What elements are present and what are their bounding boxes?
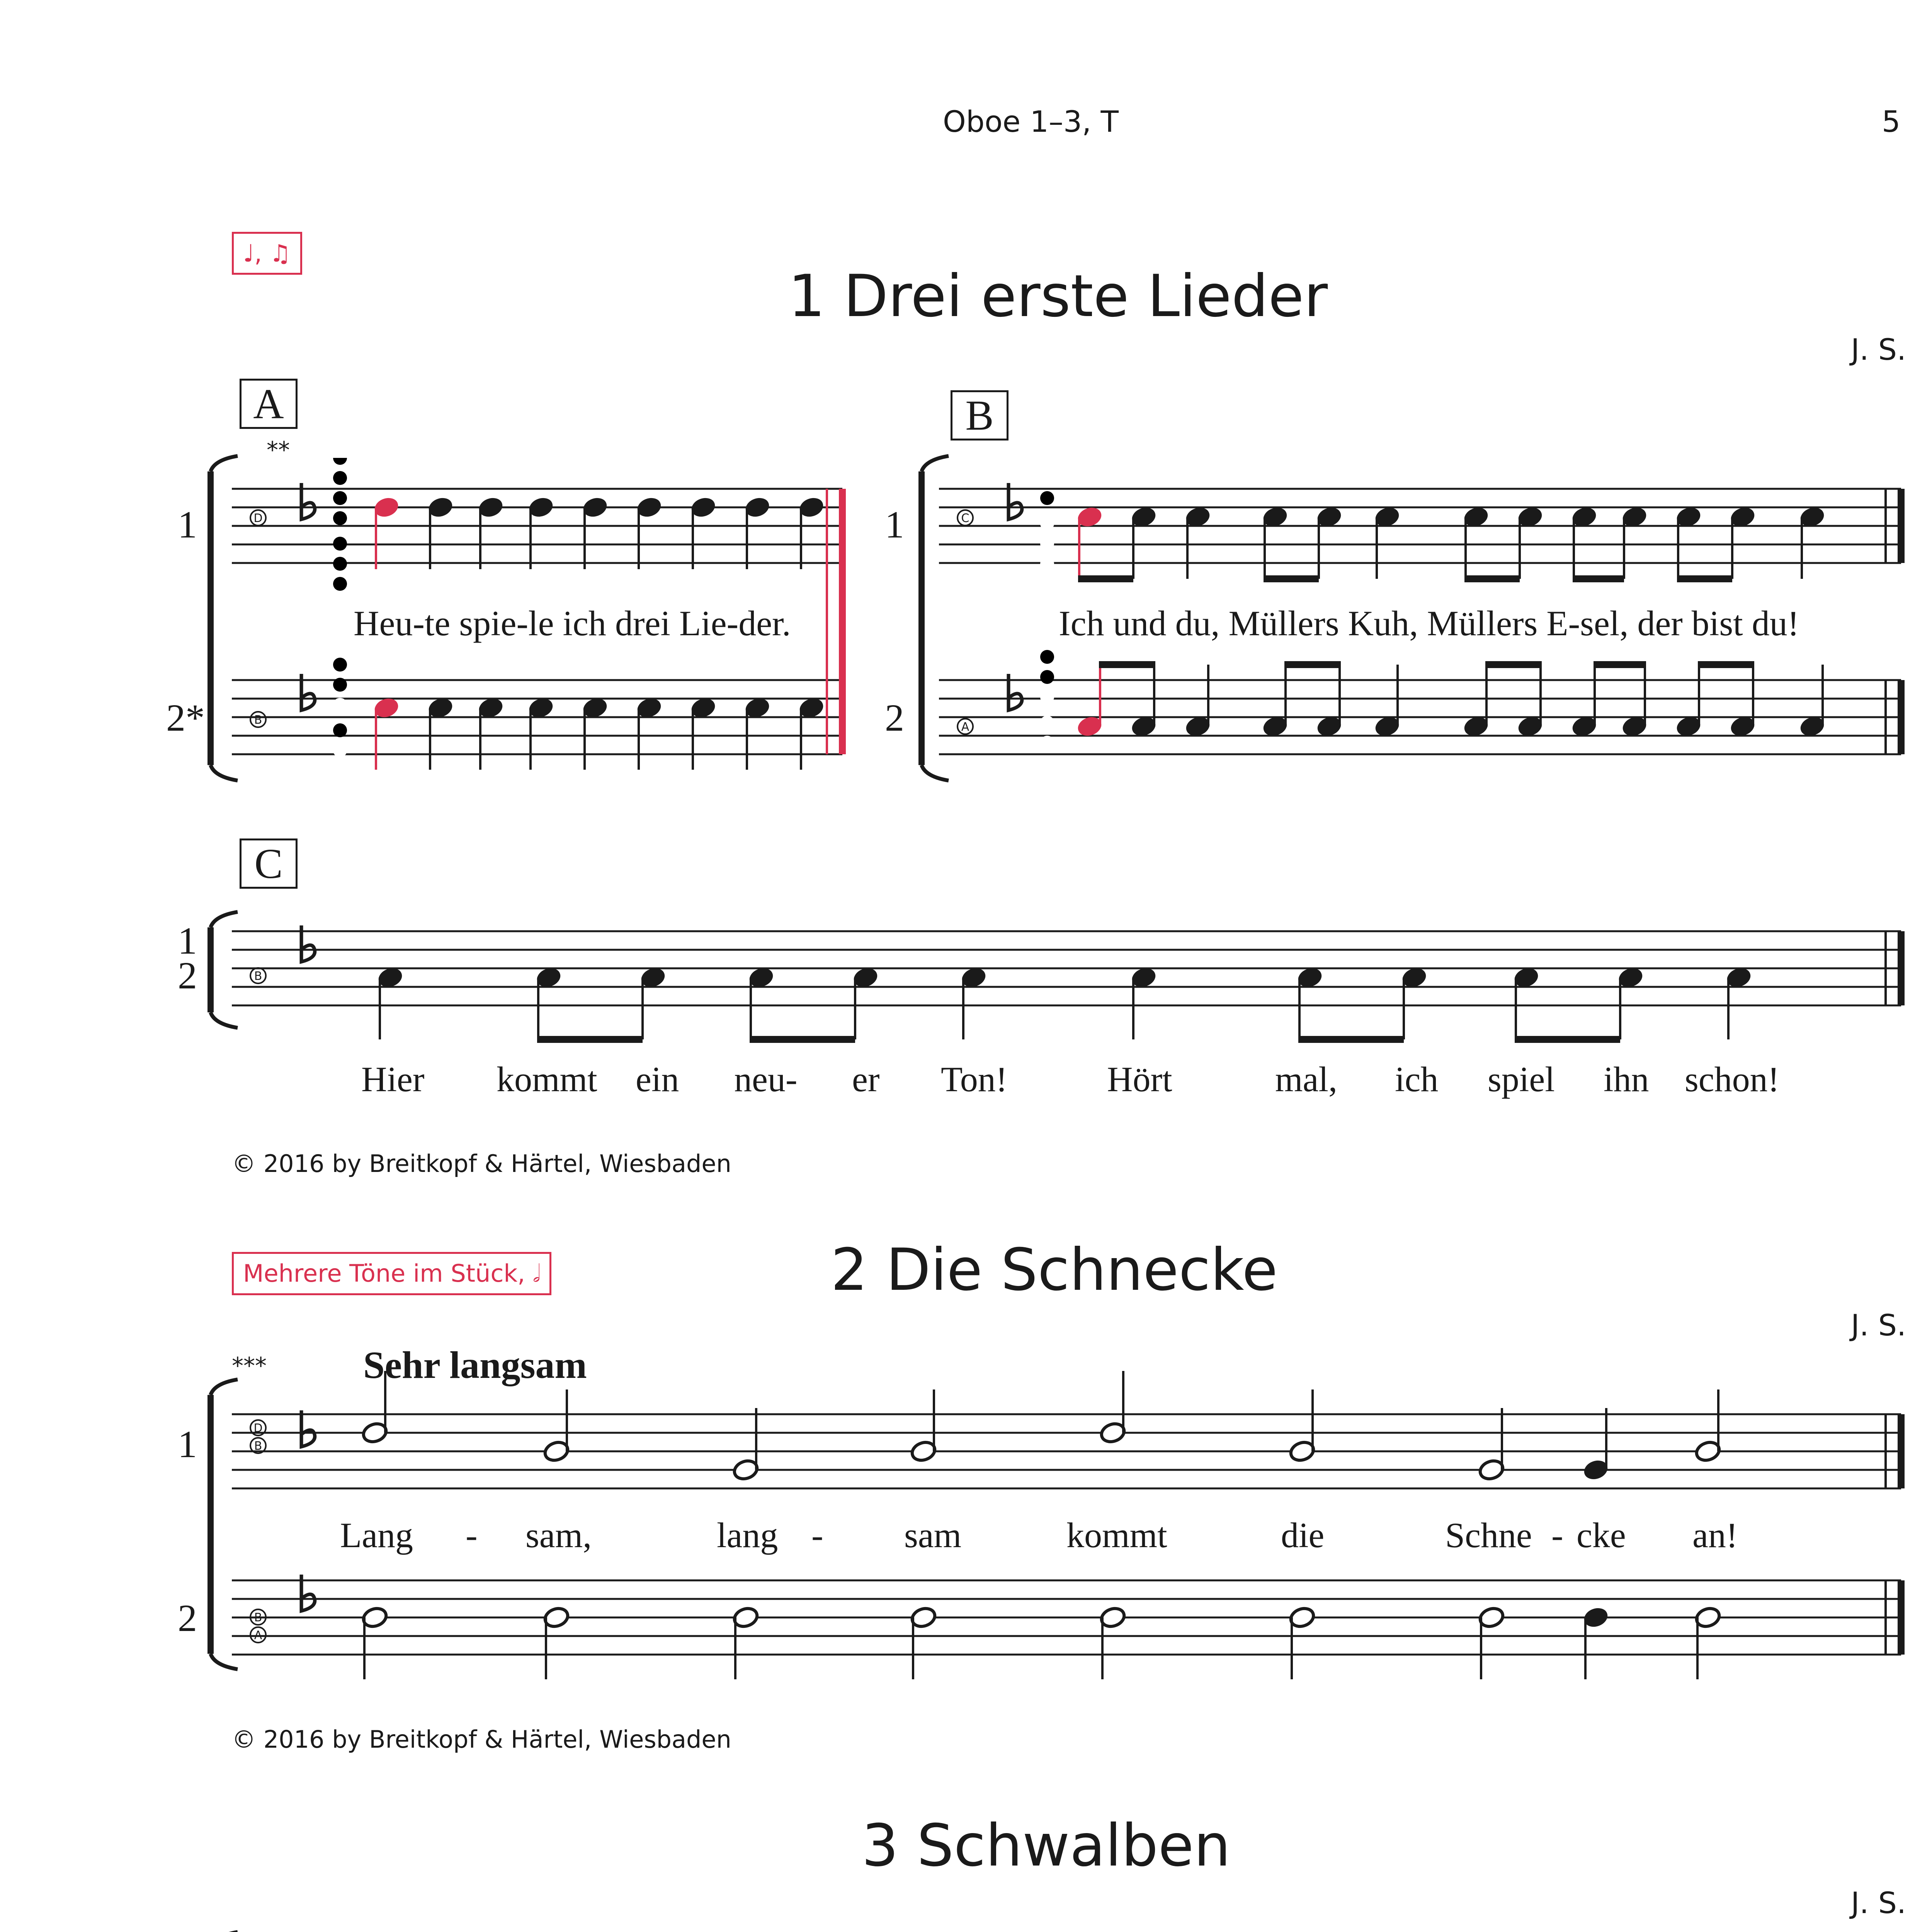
register-letter: B	[254, 1611, 262, 1624]
section-label-a: A	[240, 379, 298, 429]
voice-label-c1: 1	[178, 919, 197, 962]
fingering-key-open	[1040, 736, 1054, 750]
piece-title-1: 1 Drei erste Lieder	[788, 263, 1328, 330]
lyric-word: kommt	[497, 1060, 597, 1099]
beam	[537, 1036, 643, 1043]
lyric-word: -	[466, 1515, 478, 1555]
fingering-key-open	[1040, 471, 1054, 485]
flat-sign	[301, 1410, 315, 1447]
fingering-key-open	[333, 764, 347, 777]
section-label-b: B	[951, 390, 1009, 440]
beam	[1264, 575, 1319, 582]
lyric-word: sam	[904, 1515, 962, 1555]
section-label-c: C	[240, 838, 298, 889]
register-letter: C	[961, 512, 969, 525]
voice-label-c2: 2	[178, 954, 197, 997]
register-letter: B	[254, 713, 262, 727]
tempo-marking: Sehr langsam	[363, 1344, 587, 1386]
lyric-word: spiel	[1488, 1060, 1555, 1099]
footnote-marker-double: **	[267, 437, 290, 464]
fingering-key-open	[1040, 756, 1054, 770]
footnote-marker-triple: ***	[232, 1352, 267, 1379]
fingering-key-closed	[333, 471, 347, 485]
lyric-word: ich	[1395, 1060, 1439, 1099]
register-letter: D	[253, 1422, 263, 1435]
lyric-word: ihn	[1604, 1060, 1649, 1099]
beam	[1078, 575, 1133, 582]
register-letter: D	[253, 512, 263, 525]
beam	[1573, 575, 1624, 582]
fingering-key-open	[1040, 690, 1054, 704]
composer-1: J. S.	[1851, 332, 1906, 367]
hint-box-tones: Mehrere Töne im Stück, 𝅗𝅥	[232, 1252, 551, 1295]
fingering-key-open	[1040, 451, 1054, 465]
fingering-key-open	[333, 784, 347, 798]
fingering-key-closed	[333, 723, 347, 737]
lyric-word: Lang	[340, 1515, 413, 1555]
beam	[750, 1036, 855, 1043]
voice-label-2-1: 1	[178, 1423, 197, 1466]
lyrics-section-b: Ich und du, Müllers Kuh, Müllers E-sel, der bist du!	[1059, 604, 1799, 643]
lyric-word: an!	[1692, 1515, 1738, 1555]
lyric-word: Ton!	[941, 1060, 1008, 1099]
register-letter: B	[254, 1439, 262, 1453]
piece-title-3: 3 Schwalben	[862, 1812, 1231, 1879]
lyric-word: schon!	[1685, 1060, 1780, 1099]
fingering-key-closed	[1040, 670, 1054, 684]
lyric-word: sam,	[526, 1515, 592, 1555]
copyright-piece-2: © 2016 by Breitkopf & Härtel, Wiesbaden	[232, 1725, 731, 1753]
bracket-hook	[211, 765, 238, 781]
fingering-key-open	[333, 743, 347, 757]
fingering-key-open	[1040, 776, 1054, 790]
fingering-key-open	[1040, 577, 1054, 591]
lyric-word: ein	[636, 1060, 679, 1099]
copyright-piece-1: © 2016 by Breitkopf & Härtel, Wiesbaden	[232, 1150, 731, 1178]
lyrics-section-a: Heu-te spie-le ich drei Lie-der.	[354, 604, 791, 643]
voice-label-b2: 2	[885, 696, 904, 739]
bracket-hook	[211, 1012, 238, 1028]
register-letter: A	[254, 1629, 262, 1642]
lyric-word: er	[852, 1060, 880, 1099]
fingering-key-closed	[1040, 491, 1054, 505]
lyric-word: -	[811, 1515, 823, 1555]
voice-label-a2: 2*	[166, 696, 205, 739]
fingering-key-closed	[333, 577, 347, 591]
register-letter: B	[254, 969, 262, 983]
voice-label-a1: 1	[178, 503, 197, 546]
fingering-key-closed	[333, 678, 347, 692]
register-letter: A	[961, 720, 969, 734]
lyric-word: die	[1281, 1515, 1325, 1555]
beam	[1099, 661, 1155, 668]
header-instrument: Oboe 1–3, T	[943, 104, 1119, 139]
lyric-word: cke	[1577, 1515, 1626, 1555]
fingering-key-half-fill	[333, 458, 347, 465]
fingering-key-open	[1040, 517, 1054, 531]
beam	[1677, 575, 1732, 582]
fingering-key-open	[1040, 716, 1054, 730]
beam	[1284, 661, 1341, 668]
lyric-word: lang	[717, 1515, 778, 1555]
fingering-key-closed	[333, 511, 347, 525]
voice-label-2-2: 2	[178, 1597, 197, 1639]
fingering-key-open	[1040, 557, 1054, 571]
voice-label-b1: 1	[885, 503, 904, 546]
fingering-key-closed	[333, 557, 347, 571]
beam	[1515, 1036, 1620, 1043]
piece-title-2: 2 Die Schnecke	[831, 1236, 1278, 1304]
beam	[1298, 1036, 1404, 1043]
bracket-hook	[211, 1379, 238, 1395]
composer-2: J. S.	[1851, 1308, 1906, 1342]
fingering-key-open	[1040, 537, 1054, 551]
lyric-word: neu-	[734, 1060, 798, 1099]
composer-3: J. S.	[1851, 1886, 1906, 1920]
fingering-key-closed	[333, 658, 347, 672]
page-number: 5	[1882, 104, 1901, 139]
lyric-word: Schne	[1445, 1515, 1532, 1555]
lyric-word: Hier	[361, 1060, 425, 1099]
beam	[1485, 661, 1542, 668]
beam	[1464, 575, 1520, 582]
bracket-hook	[922, 765, 949, 781]
bracket-hook	[211, 456, 238, 471]
lyric-word: Hört	[1107, 1060, 1172, 1099]
lyric-word: kommt	[1066, 1515, 1167, 1555]
bracket-hook	[211, 1654, 238, 1669]
beam	[1698, 661, 1754, 668]
bracket-hook	[922, 456, 949, 471]
fingering-key-closed	[333, 491, 347, 505]
hint-box-rhythm: ♩, ♫	[232, 232, 302, 275]
fingering-key-closed	[1040, 650, 1054, 664]
bracket-hook	[211, 912, 238, 927]
beam	[1594, 661, 1646, 668]
lyric-word: mal,	[1275, 1060, 1337, 1099]
fingering-key-open	[333, 698, 347, 712]
lyric-word: -	[1551, 1515, 1563, 1555]
fingering-key-closed	[333, 537, 347, 551]
